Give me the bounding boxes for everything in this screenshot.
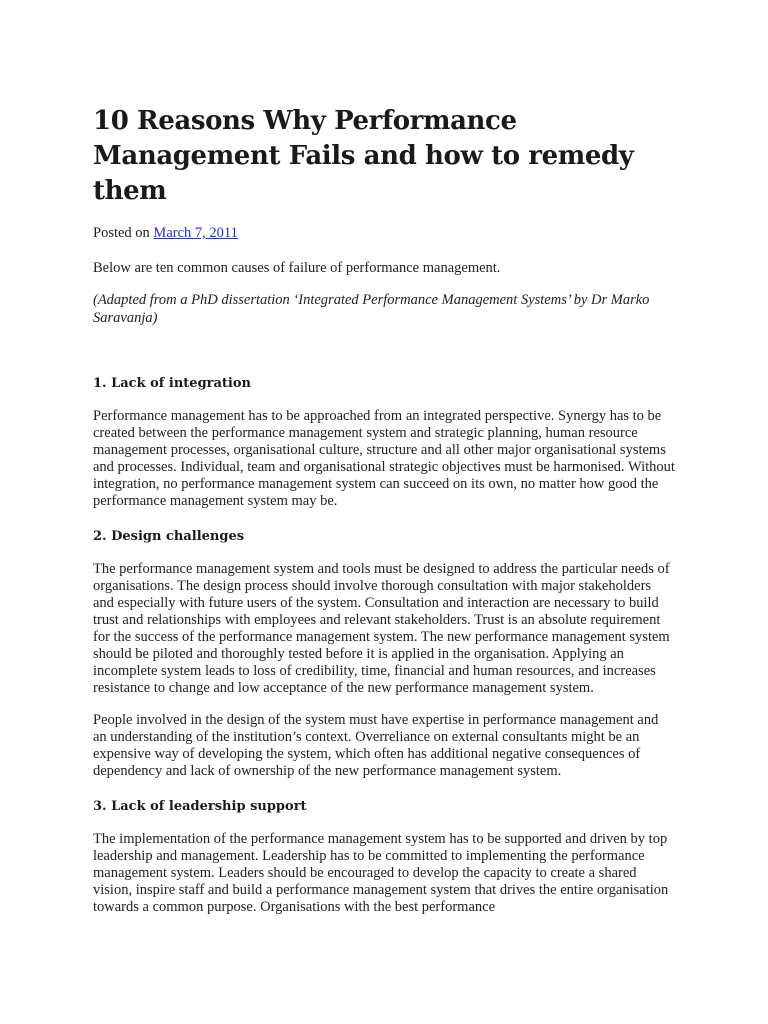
section-paragraph: The implementation of the performance management system has to be supported and driven by top leadership and management. Leadership has to be committed to implementing the performance management system. Leaders should be encouraged to develop the capacity to create a shared vision, inspire staff and build a performance management system that drives the entire organisation towards a common purpose. Organisations with the best performance [93, 831, 669, 915]
posted-prefix: Posted on [93, 225, 154, 241]
article [93, 104, 675, 916]
section-3 [93, 798, 675, 916]
page-title: 10 Reasons Why Performance Management Fails and how to remedy them [93, 106, 634, 206]
intro-text: Below are ten common causes of failure of performance management. [93, 260, 501, 276]
section-heading: 2. Design challenges [93, 529, 245, 544]
section-2 [93, 528, 675, 780]
section-heading: 3. Lack of leadership support [93, 799, 307, 814]
adapted-note: (Adapted from a PhD dissertation ‘Integrated Performance Management Systems’ by Dr Marko Saravanja) [93, 292, 650, 326]
section-paragraph: The performance management system and tools must be designed to address the particular needs of organisations. The design process should involve thorough consultation with major stakeholders and especially with future users of the system. Consultation and interaction are necessary to build trust and relationships with employees and relevant stakeholders. Trust is an absolute requirement for the success of the performance management system. The new performance management system should be piloted and thoroughly tested before it is applied in the organisation. Applying an incomplete system leads to loss of credibility, time, financial and human resources, and increases resistance to change and low acceptance of the new performance management system. [93, 561, 670, 696]
section-paragraph: Performance management has to be approached from an integrated perspective. Synergy has to be created between the performance management system and strategic planning, human resource management processes, organisational culture, structure and all other major organisational systems and processes. Individual, team and organisational strategic objectives must be harmonised. Without integration, no performance management system can succeed on its own, no matter how good the performance management system may be. [93, 408, 675, 509]
posted-line [93, 223, 675, 243]
section-paragraph: People involved in the design of the system must have expertise in performance management and an understanding of the institution’s context. Overreliance on external consultants might be an expensive way of developing the system, which often has additional negative consequences of dependency and lack of ownership of the new performance management system. [93, 712, 659, 779]
section-1 [93, 375, 675, 510]
section-heading: 1. Lack of integration [93, 376, 251, 391]
posted-date-link[interactable]: March 7, 2011 [153, 225, 238, 241]
